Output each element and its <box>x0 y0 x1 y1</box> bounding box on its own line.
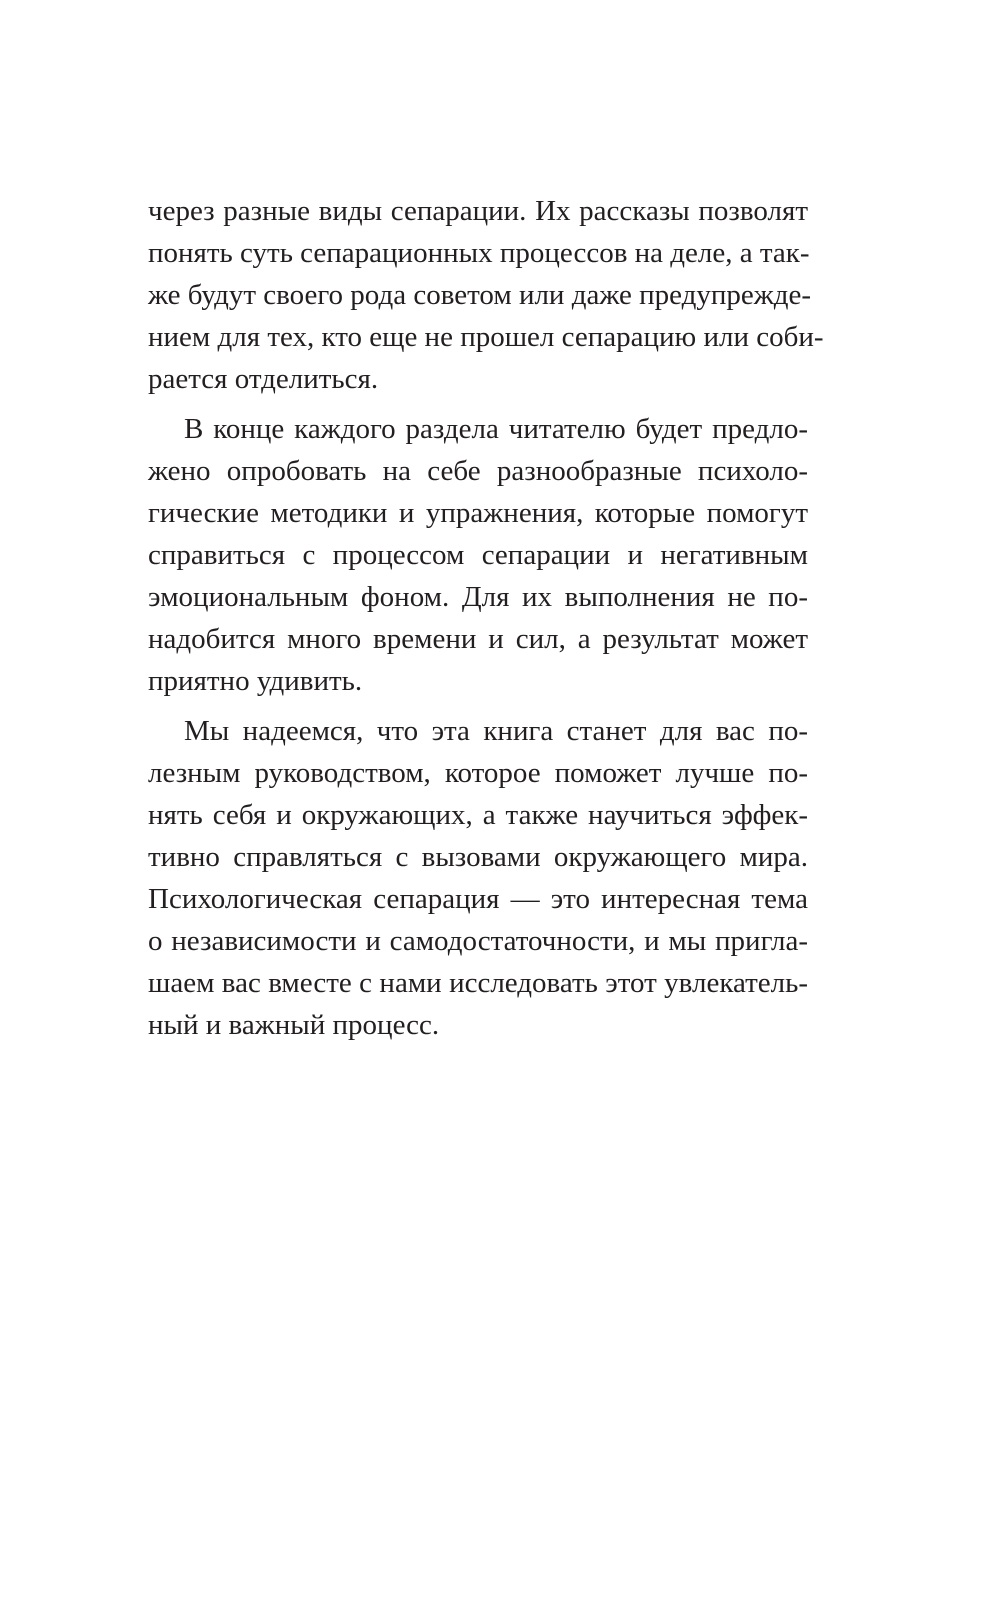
text-line: нием для тех, кто еще не прошел сепарацию или соби- <box>148 321 824 353</box>
text-line: В конце каждого раздела читателю будет предло- <box>184 413 808 445</box>
body-text <box>148 190 824 1054</box>
paragraph-3 <box>148 710 808 1046</box>
text-line: рается отделиться. <box>148 363 379 395</box>
text-line: жено опробовать на себе разнообразные психоло- <box>148 455 808 487</box>
text-line: Психологическая сепарация — это интересная тема <box>148 883 808 915</box>
text-line: о независимости и самодостаточности, и мы пригла- <box>148 925 808 957</box>
text-line: понять суть сепарационных процессов на деле, а так- <box>148 237 810 269</box>
text-line: же будут своего рода советом или даже предупрежде- <box>148 279 812 311</box>
text-line: Мы надеемся, что эта книга станет для вас по- <box>184 715 808 747</box>
paragraph-1 <box>148 190 824 400</box>
text-line: гические методики и упражнения, которые помогут <box>148 497 808 529</box>
text-line: лезным руководством, которое поможет лучше по- <box>148 757 808 789</box>
text-line: шаем вас вместе с нами исследовать этот увлекатель- <box>148 967 808 999</box>
paragraph-2 <box>148 408 808 702</box>
text-line: эмоциональным фоном. Для их выполнения не по- <box>148 581 808 613</box>
text-line: надобится много времени и сил, а результат может <box>148 623 808 655</box>
text-line: ный и важный процесс. <box>148 1009 440 1041</box>
text-line: нять себя и окружающих, а также научиться эффек- <box>148 799 808 831</box>
text-line: приятно удивить. <box>148 665 363 697</box>
text-line: через разные виды сепарации. Их рассказы позволят <box>148 195 808 227</box>
text-line: тивно справляться с вызовами окружающего мира. <box>148 841 808 873</box>
text-line: справиться с процессом сепарации и негативным <box>148 539 808 571</box>
